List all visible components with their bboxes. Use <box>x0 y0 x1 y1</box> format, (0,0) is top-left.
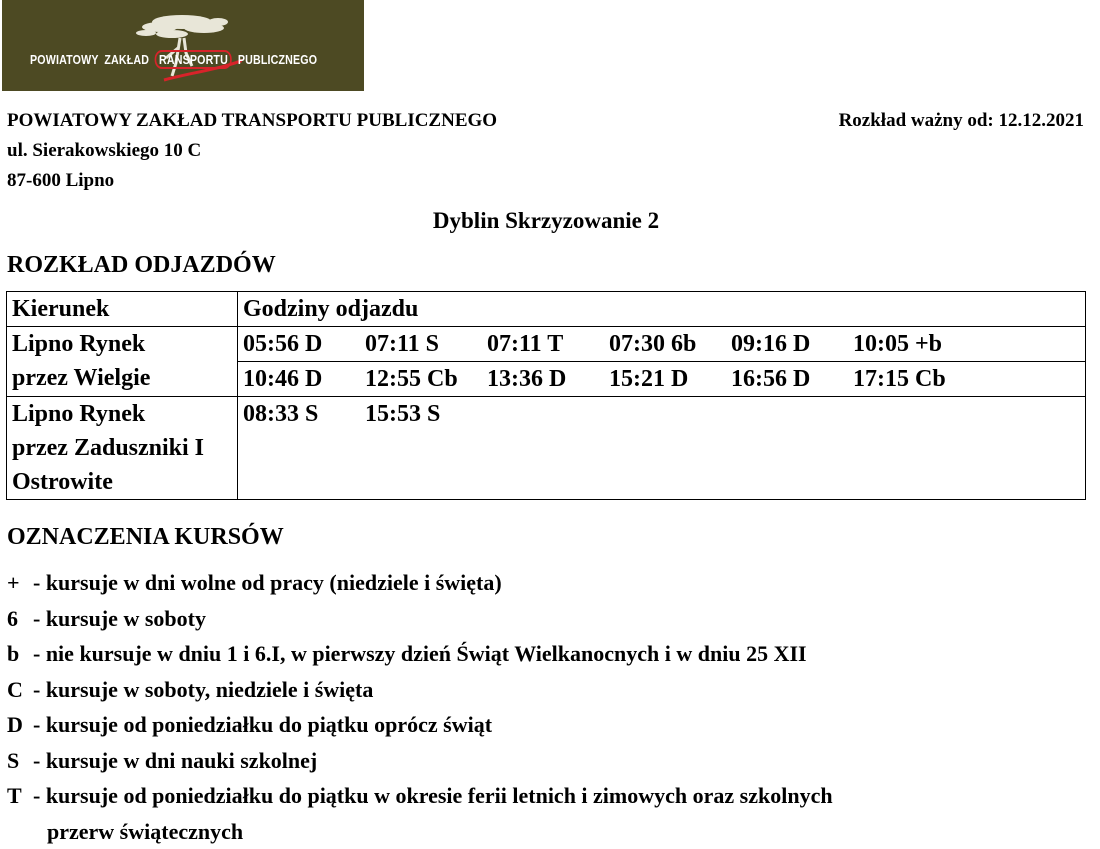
logo-text <box>30 52 317 67</box>
legend-description: - kursuje w dni nauki szkolnej <box>33 747 318 773</box>
company-city: 87-600 Lipno <box>7 170 115 191</box>
direction-cell <box>7 397 238 500</box>
legend-symbol: b <box>7 641 20 666</box>
direction-line: przez Wielgie <box>12 365 151 391</box>
legend-item <box>7 636 1063 672</box>
departure-time: 10:46 D <box>243 366 323 392</box>
logo-word: ZAKŁAD <box>104 52 150 67</box>
departure-time: 13:36 D <box>487 366 567 392</box>
legend-symbol: C <box>7 676 23 702</box>
stop-name: Dyblin Skrzyzowanie 2 <box>432 208 660 233</box>
timetable-table <box>6 291 1086 500</box>
table-header-row <box>7 292 1086 327</box>
departure-time: 07:11 S <box>365 331 440 357</box>
logo-word: PUBLICZNEGO <box>237 52 318 67</box>
departure-time: 15:21 D <box>609 366 689 392</box>
departure-time: 07:11 T <box>487 331 564 357</box>
company-name: POWIATOWY ZAKŁAD TRANSPORTU PUBLICZNEGO <box>7 110 498 131</box>
header-direction: Kierunek <box>7 292 238 327</box>
departure-time: 15:53 S <box>365 401 441 427</box>
departures-cell <box>238 362 1086 397</box>
departure-time: 10:05 +b <box>853 331 943 357</box>
departures-cell <box>238 327 1086 362</box>
legend-symbol: + <box>7 570 20 595</box>
legend-symbol: 6 <box>7 605 18 631</box>
departure-time: 09:16 D <box>731 331 811 357</box>
legend-title: OZNACZENIA KURSÓW <box>7 524 284 550</box>
legend-symbol: T <box>7 783 22 808</box>
legend-description: - nie kursuje w dniu 1 i 6.I, w pierwszy dzień Świąt Wielkanocnych i w dniu 25 XII <box>33 641 807 666</box>
departure-time: 17:15 Cb <box>853 366 946 392</box>
valid-from: Rozkład ważny od: 12.12.2021 <box>838 110 1084 131</box>
timetable-title: ROZKŁAD ODJAZDÓW <box>7 252 276 278</box>
departure-time: 08:33 S <box>243 401 319 427</box>
legend-description-line: - kursuje od poniedziałku do piątku w okresie ferii letnich i zimowych oraz szkolnych <box>33 783 833 808</box>
departure-time: 16:56 D <box>731 366 811 392</box>
table-row <box>7 327 1086 362</box>
logo-word: POWIATOWY <box>30 52 99 67</box>
direction-line: przez Zaduszniki I <box>12 435 205 461</box>
tree-logo-icon <box>132 8 242 88</box>
legend-description: - kursuje w soboty <box>33 605 206 631</box>
legend-description: - kursuje w dni wolne od pracy (niedziele i święta) <box>33 570 502 595</box>
legend-symbol: S <box>7 747 20 773</box>
direction-cell <box>7 327 238 397</box>
header-departures: Godziny odjazdu <box>238 292 1086 327</box>
legend-description: - kursuje w soboty, niedziele i święta <box>33 676 374 702</box>
departure-time: 05:56 D <box>243 331 323 357</box>
legend-item <box>7 565 1063 601</box>
legend-item <box>7 672 1063 708</box>
company-street: ul. Sierakowskiego 10 C <box>7 140 202 161</box>
legend-symbol: D <box>7 712 23 737</box>
legend-list <box>7 565 1063 849</box>
legend-description: - kursuje od poniedziałku do piątku oprócz świąt <box>33 712 493 737</box>
departure-time: 07:30 6b <box>609 331 697 357</box>
direction-line: Ostrowite <box>12 469 113 495</box>
company-logo <box>2 0 364 91</box>
company-address <box>7 106 497 196</box>
legend-description <box>33 778 1063 849</box>
legend-item <box>7 743 1063 779</box>
legend-item <box>7 778 1063 849</box>
table-row <box>7 397 1086 500</box>
departure-time: 12:55 Cb <box>365 366 458 392</box>
legend-item <box>7 707 1063 743</box>
departures-cell <box>238 397 1086 500</box>
legend-description-line: przerw świątecznych <box>47 818 244 844</box>
legend-item <box>7 601 1063 637</box>
logo-word: RANSPORTU <box>155 50 232 69</box>
direction-line: Lipno Rynek <box>12 401 146 427</box>
direction-line: Lipno Rynek <box>12 331 146 357</box>
